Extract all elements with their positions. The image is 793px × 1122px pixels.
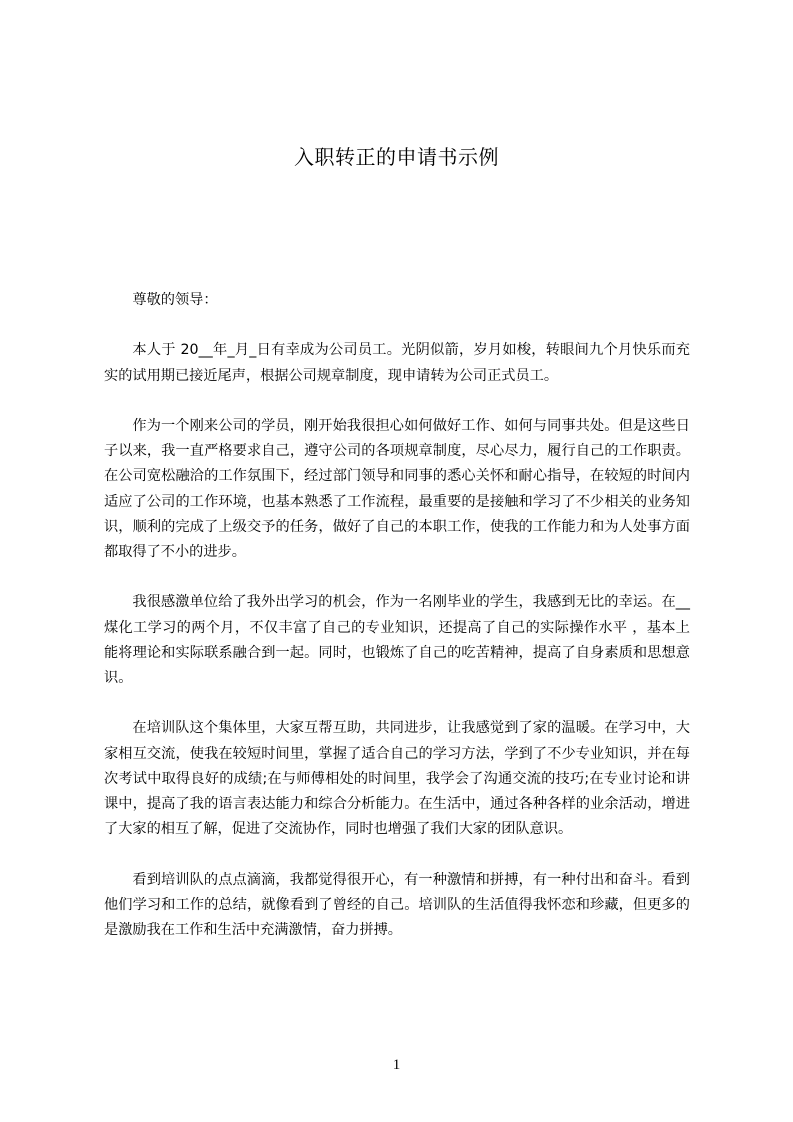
page-title: 入职转正的申请书示例 — [294, 145, 499, 169]
paragraph-5: 看到培训队的点点滴滴，我都觉得很开心，有一种激情和拼搏，有一种付出和奋斗。看到他们学习和工作的总结，就像看到了曾经的自己。培训队的生活值得我怀恋和珍藏，但更多的是激励我在工作和生活中充满激情，奋力拼搏。 — [104, 871, 690, 938]
paragraph-1: 本人于 20__年_月_日有幸成为公司员工。光阴似箭，岁月如梭，转眼间九个月快乐而充实的试用期已接近尾声，根据公司规章制度，现申请转为公司正式员工。 — [104, 342, 690, 384]
paragraph-3: 我很感激单位给了我外出学习的机会，作为一名刚毕业的学生，我感到无比的幸运。在__煤化工学习的两个月，不仅丰富了自己的专业知识，还提高了自己的实际操作水平 ，基本上能将理论和实际联系融合到一起。同时，也锻炼了自己的吃苦精神，提高了自身素质和思想意识。 — [104, 594, 690, 686]
page-number: 1 — [392, 1057, 401, 1073]
letter-body — [104, 288, 690, 943]
greeting: 尊敬的领导： — [132, 292, 218, 308]
paragraph-4: 在培训队这个集体里，大家互帮互助，共同进步，让我感觉到了家的温暖。在学习中，大家相互交流，使我在较短时间里，掌握了适合自己的学习方法，学到了不少专业知识，并在每次考试中取得良好的成绩;在与师傅相处的时间里，我学会了沟通交流的技巧;在专业讨论和讲课中，提高了我的语言表达能力和综合分析能力。在生活中，通过各种各样的业余活动，增进了大家的相互了解，促进了交流协作，同时也增强了我们大家的团队意识。 — [104, 720, 690, 838]
paragraph-2: 作为一个刚来公司的学员，刚开始我很担心如何做好工作、如何与同事共处。但是这些日子以来，我一直严格要求自己，遵守公司的各项规章制度，尽心尽力，履行自己的工作职责。在公司宽松融洽的工作氛围下，经过部门领导和同事的悉心关怀和耐心指导，在较短的时间内适应了公司的工作环境，也基本熟悉了工作流程，最重要的是接触和学习了不少相关的业务知识，顺利的完成了上级交予的任务，做好了自己的本职工作，使我的工作能力和为人处事方面都取得了不小的进步。 — [104, 417, 690, 560]
